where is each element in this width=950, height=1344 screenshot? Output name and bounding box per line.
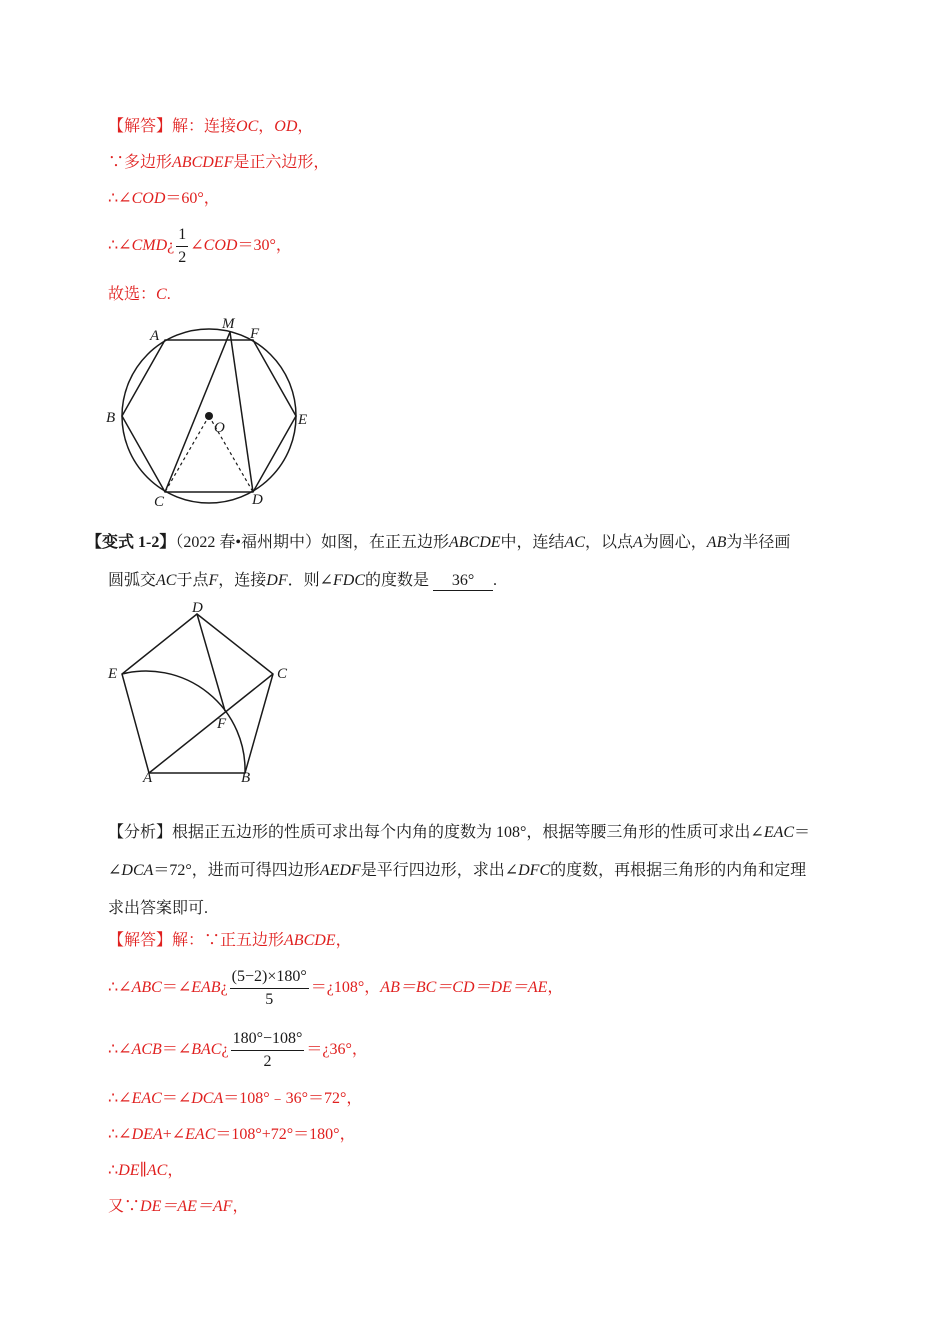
- segment-md: [230, 332, 253, 492]
- label-b: B: [106, 410, 116, 426]
- solution-line-3: ∴∠COD＝60°，: [108, 190, 220, 207]
- question-block: 【变式 1-2】（2022 春•福州期中）如图，在正五边形ABCDE中，连结AC，以点A为圆心，AB为半径画 圆弧交AC于点F，连接DF．则∠FDC的度数是 36° .: [86, 534, 791, 589]
- segment-df: [197, 614, 225, 711]
- fraction-interior-angle: $\frac{(5-2)\times 180^\circ}{5}$: [231, 968, 307, 1008]
- fraction-half: $\frac{1}{2}$: [178, 226, 187, 266]
- solution2-line-1: 【解答】解：∵正五边形ABCDE，: [108, 932, 352, 949]
- solution2-tag: 【解答】: [108, 932, 173, 949]
- solution-line-4: ∴∠CMD¿ $\frac{1}{2}$ ∠COD＝30°，: [108, 224, 292, 269]
- solution-line-2: ∵多边形ABCDEF是正六边形，: [108, 154, 330, 171]
- segment-ac: [149, 674, 273, 773]
- label-c: C: [277, 666, 288, 682]
- pentagon-figure: [100, 598, 300, 788]
- solution2-line-5: ∴∠DEA+∠EAC＝108°+72°＝180°，: [108, 1126, 356, 1143]
- hexagon-figure: [100, 310, 320, 510]
- label-f: F: [217, 716, 227, 732]
- label-b: B: [241, 770, 251, 786]
- label-d: D: [192, 600, 203, 616]
- segment-mc: [165, 332, 230, 492]
- center-point: [205, 412, 213, 420]
- label-e: E: [298, 412, 308, 428]
- label-c: C: [154, 494, 165, 510]
- solution2-line-3: ∴∠ACB＝∠BAC¿ $\frac{180^\circ-108^\circ}{2}$ ＝¿36°，: [108, 1028, 368, 1073]
- label-d: D: [252, 492, 263, 508]
- solution-line-1: 【解答】解：连接OC，OD，: [108, 118, 314, 135]
- solution2-line-7: 又∵DE＝AE＝AF，: [108, 1198, 249, 1215]
- analysis-block: 【分析】根据正五边形的性质可求出每个内角的度数为 108°，根据等腰三角形的性质可求出∠EAC＝ ∠DCA＝72°，进而可得四边形AEDF是平行四边形，求出∠DFC的度数，再根据三角形的内角和定理 求出答案即可.: [108, 824, 811, 917]
- solution2-line-4: ∴∠EAC＝∠DCA＝108°﹣36°＝72°，: [108, 1090, 363, 1107]
- label-f: F: [250, 326, 260, 342]
- pentagon: [122, 614, 273, 773]
- label-o: O: [214, 420, 225, 436]
- solution-line-5: 故选：C.: [108, 286, 171, 303]
- arc-eb: [122, 671, 245, 773]
- solution2-line-2: ∴∠ABC＝∠EAB¿ $\frac{(5-2)\times 180^\circ}{5}$ ＝¿108°，AB＝BC＝CD＝DE＝AE，: [108, 966, 563, 1011]
- answer-blank: 36°: [433, 572, 493, 591]
- segment-oc: [165, 416, 209, 492]
- solution-tag: 【解答】: [108, 118, 173, 135]
- label-e: E: [108, 666, 118, 682]
- label-a: A: [143, 770, 153, 786]
- label-m: M: [222, 316, 235, 332]
- solution2-line-6: ∴DE∥AC，: [108, 1162, 184, 1179]
- question-tag: 【变式 1-2】: [86, 534, 176, 551]
- fraction-base-angle: $\frac{180^\circ-108^\circ}{2}$: [232, 1030, 303, 1070]
- analysis-tag: 【分析】: [108, 824, 173, 841]
- label-a: A: [150, 328, 160, 344]
